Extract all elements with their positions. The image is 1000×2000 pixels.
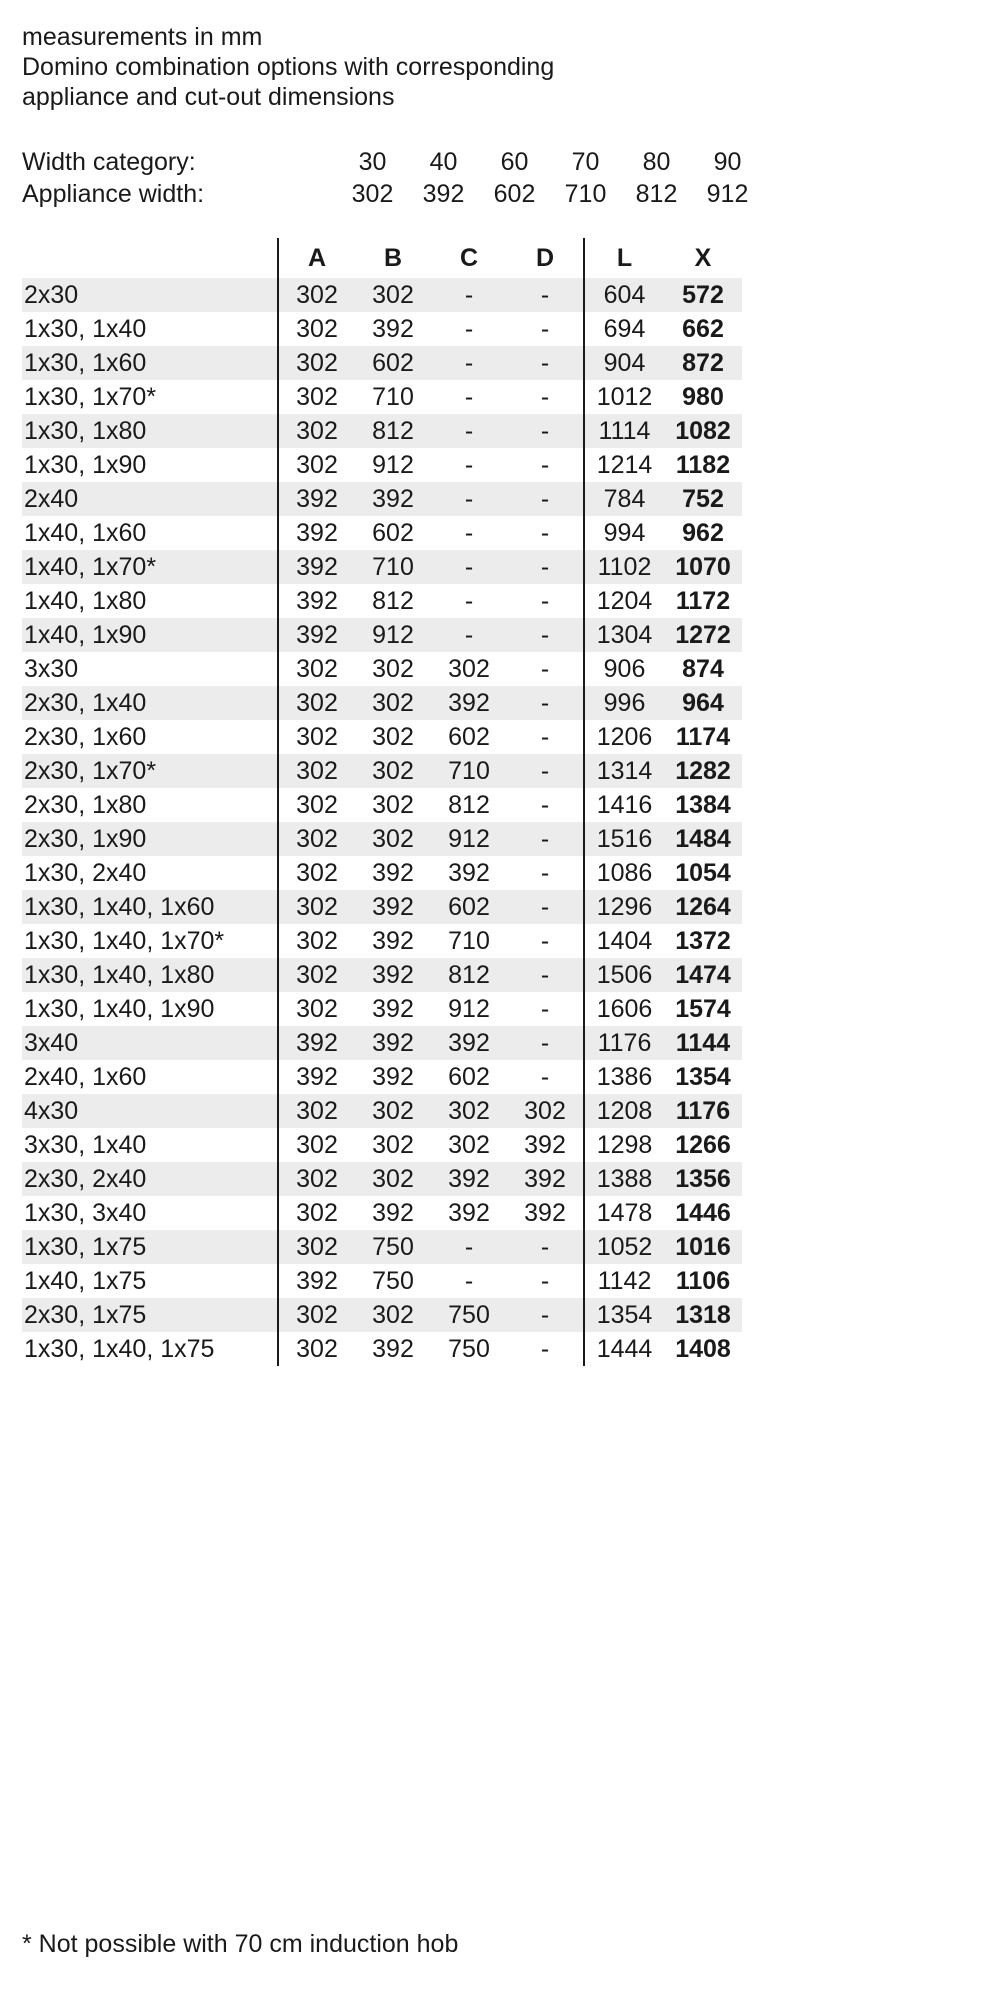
cell-c: 392: [448, 1029, 490, 1057]
cell-a: 302: [278, 788, 355, 822]
cell-b: 710: [372, 553, 414, 581]
cell-b: 392: [372, 485, 414, 513]
table-row: [22, 788, 742, 822]
table-row: [22, 1264, 742, 1298]
cell-x: 964: [682, 689, 724, 717]
cell-a: 302: [278, 822, 355, 856]
cell-x: 1172: [675, 587, 731, 615]
cell-d: -: [540, 961, 550, 989]
cell-x: 1318: [675, 1301, 731, 1329]
cell-c: 602: [448, 723, 490, 751]
cell-d: -: [540, 281, 550, 309]
appliance-width-value: 912: [706, 180, 749, 208]
cell-d: -: [540, 1233, 550, 1261]
column-header-d: D: [535, 244, 555, 272]
cell-x: 1264: [675, 893, 731, 921]
table-row: [22, 1332, 742, 1366]
cell-combination: 3x40: [24, 1029, 79, 1057]
cell-c: -: [464, 451, 474, 479]
cell-a: 302: [278, 720, 355, 754]
intro-line-3: appliance and cut-out dimensions: [22, 83, 395, 111]
cell-x: 1356: [675, 1165, 731, 1193]
cell-combination: 1x30, 1x40: [24, 315, 147, 343]
cell-x: 572: [682, 281, 724, 309]
cell-c: 710: [448, 927, 490, 955]
cell-l: 694: [584, 312, 664, 346]
cell-x: 980: [682, 383, 724, 411]
cell-combination: 1x30, 1x75: [24, 1233, 147, 1261]
appliance-width-value: 812: [635, 180, 678, 208]
cell-a: 302: [278, 1128, 355, 1162]
table-row: [22, 958, 742, 992]
cell-x: 752: [682, 485, 724, 513]
cell-x: 1408: [675, 1335, 731, 1363]
cell-combination: 1x30, 1x80: [24, 417, 147, 445]
table-row: [22, 686, 742, 720]
table-row: [22, 1128, 742, 1162]
cell-b: 602: [372, 349, 414, 377]
cell-combination: 1x40, 1x75: [24, 1267, 147, 1295]
cell-x: 1574: [675, 995, 731, 1023]
cell-l: 904: [584, 346, 664, 380]
cell-c: 812: [448, 961, 490, 989]
cell-d: -: [540, 1335, 550, 1363]
cell-x: 1182: [675, 451, 731, 479]
cell-l: 1052: [584, 1230, 664, 1264]
cell-b: 710: [372, 383, 414, 411]
cell-d: -: [540, 519, 550, 547]
cell-l: 1142: [584, 1264, 664, 1298]
column-header-a: A: [278, 238, 355, 278]
cell-b: 750: [372, 1233, 414, 1261]
table-row: [22, 1298, 742, 1332]
cell-b: 392: [372, 927, 414, 955]
cell-l: 1606: [584, 992, 664, 1026]
table-row: [22, 1196, 742, 1230]
cell-a: 392: [278, 618, 355, 652]
cell-b: 302: [372, 757, 414, 785]
cell-combination: 1x30, 1x40, 1x70*: [24, 927, 225, 955]
cell-c: 602: [448, 1063, 490, 1091]
cell-x: 1266: [675, 1131, 731, 1159]
cell-d: -: [540, 791, 550, 819]
intro-line-1: measurements in mm: [22, 23, 263, 51]
cell-l: 1416: [584, 788, 664, 822]
cell-b: 392: [372, 1029, 414, 1057]
cell-x: 1144: [675, 1029, 731, 1057]
cell-b: 302: [372, 689, 414, 717]
width-category-value: 60: [500, 148, 529, 176]
cell-c: 392: [448, 689, 490, 717]
table-row: [22, 1230, 742, 1264]
cell-d: -: [540, 995, 550, 1023]
cell-a: 302: [278, 1094, 355, 1128]
cell-c: 392: [448, 1199, 490, 1227]
cell-a: 302: [278, 312, 355, 346]
cell-b: 912: [372, 621, 414, 649]
column-header-l: L: [584, 238, 664, 278]
cell-x: 1372: [675, 927, 731, 955]
cell-c: -: [464, 485, 474, 513]
table-row: [22, 584, 742, 618]
cell-combination: 2x30, 1x75: [24, 1301, 147, 1329]
cell-l: 784: [584, 482, 664, 516]
cell-l: 996: [584, 686, 664, 720]
appliance-width-label: Appliance width:: [22, 180, 205, 208]
cell-d: -: [540, 825, 550, 853]
table-row: [22, 414, 742, 448]
table-row: [22, 822, 742, 856]
table-row: [22, 924, 742, 958]
cell-combination: 1x30, 1x40, 1x60: [24, 893, 215, 921]
cell-combination: 2x30: [24, 281, 79, 309]
cell-d: -: [540, 315, 550, 343]
cell-d: -: [540, 927, 550, 955]
cell-combination: 1x30, 1x60: [24, 349, 147, 377]
appliance-width-value: 602: [493, 180, 536, 208]
cell-a: 392: [278, 1060, 355, 1094]
cell-d: -: [540, 689, 550, 717]
cell-combination: 2x30, 1x60: [24, 723, 147, 751]
width-category-value: 40: [429, 148, 458, 176]
cell-d: -: [540, 1063, 550, 1091]
cell-d: -: [540, 621, 550, 649]
table-row: [22, 1162, 742, 1196]
cell-c: 602: [448, 893, 490, 921]
combination-dimensions-table: [22, 238, 742, 1366]
cell-x: 1176: [675, 1097, 731, 1125]
cell-x: 1484: [675, 825, 731, 853]
cell-combination: 3x30: [24, 655, 79, 683]
cell-a: 392: [278, 482, 355, 516]
cell-l: 1114: [584, 414, 664, 448]
cell-c: -: [464, 281, 474, 309]
cell-l: 1102: [584, 550, 664, 584]
cell-c: 812: [448, 791, 490, 819]
cell-c: 710: [448, 757, 490, 785]
cell-c: -: [464, 587, 474, 615]
cell-l: 1214: [584, 448, 664, 482]
cell-b: 302: [372, 1301, 414, 1329]
cell-a: 392: [278, 1264, 355, 1298]
table-row: [22, 754, 742, 788]
table-row: [22, 618, 742, 652]
cell-b: 302: [372, 281, 414, 309]
cell-x: 1282: [675, 757, 731, 785]
cell-combination: 2x30, 1x90: [24, 825, 147, 853]
cell-x: 1446: [675, 1199, 731, 1227]
table-row: [22, 448, 742, 482]
cell-b: 912: [372, 451, 414, 479]
width-category-label: Width category:: [22, 148, 196, 176]
cell-a: 302: [278, 992, 355, 1026]
cell-a: 302: [278, 414, 355, 448]
cell-combination: 2x30, 2x40: [24, 1165, 147, 1193]
table-row: [22, 1060, 742, 1094]
footnote: * Not possible with 70 cm induction hob: [22, 1930, 459, 1958]
cell-c: -: [464, 417, 474, 445]
cell-b: 392: [372, 961, 414, 989]
cell-a: 302: [278, 686, 355, 720]
cell-l: 1444: [584, 1332, 664, 1366]
cell-b: 302: [372, 1097, 414, 1125]
cell-d: -: [540, 655, 550, 683]
cell-l: 1296: [584, 890, 664, 924]
cell-l: 1176: [584, 1026, 664, 1060]
cell-l: 1012: [584, 380, 664, 414]
cell-c: 750: [448, 1335, 490, 1363]
column-header-x: X: [694, 244, 712, 272]
table-row: [22, 278, 742, 312]
table-row: [22, 380, 742, 414]
cell-l: 1354: [584, 1298, 664, 1332]
cell-x: 1106: [675, 1267, 731, 1295]
cell-x: 1070: [675, 553, 731, 581]
intro-line-2: Domino combination options with corresponding: [22, 53, 555, 81]
cell-combination: 1x30, 1x70*: [24, 383, 157, 411]
cell-b: 750: [372, 1267, 414, 1295]
cell-combination: 2x40: [24, 485, 79, 513]
cell-l: 1386: [584, 1060, 664, 1094]
cell-combination: 1x30, 1x40, 1x90: [24, 995, 215, 1023]
cell-c: 912: [448, 995, 490, 1023]
appliance-width-value: 302: [351, 180, 394, 208]
cell-d: -: [540, 553, 550, 581]
cell-l: 1304: [584, 618, 664, 652]
cell-combination: 1x40, 1x90: [24, 621, 147, 649]
table-row: [22, 346, 742, 380]
cell-combination: 2x40, 1x60: [24, 1063, 147, 1091]
cell-d: -: [540, 757, 550, 785]
cell-d: -: [540, 859, 550, 887]
table-row: [22, 482, 742, 516]
cell-d: -: [540, 1267, 550, 1295]
cell-x: 962: [682, 519, 724, 547]
cell-d: -: [540, 723, 550, 751]
cell-c: -: [464, 1233, 474, 1261]
cell-l: 906: [584, 652, 664, 686]
cell-a: 302: [278, 924, 355, 958]
cell-b: 302: [372, 1165, 414, 1193]
cell-c: -: [464, 315, 474, 343]
cell-x: 1016: [675, 1233, 731, 1261]
cell-combination: 1x40, 1x80: [24, 587, 147, 615]
table-row: [22, 856, 742, 890]
table-row: [22, 1094, 742, 1128]
table-row: [22, 720, 742, 754]
cell-x: 1384: [675, 791, 731, 819]
column-header-b: B: [383, 244, 403, 272]
appliance-width-value: 710: [564, 180, 607, 208]
cell-combination: 2x30, 1x80: [24, 791, 147, 819]
cell-d: -: [540, 451, 550, 479]
cell-b: 392: [372, 995, 414, 1023]
cell-b: 812: [372, 587, 414, 615]
cell-d: 392: [524, 1165, 566, 1193]
cell-c: 302: [448, 1097, 490, 1125]
cell-d: 302: [524, 1097, 566, 1125]
appliance-width-value: 392: [422, 180, 465, 208]
cell-combination: 3x30, 1x40: [24, 1131, 147, 1159]
cell-c: -: [464, 349, 474, 377]
cell-b: 302: [372, 1131, 414, 1159]
width-category-value: 30: [358, 148, 387, 176]
cell-b: 392: [372, 893, 414, 921]
cell-l: 994: [584, 516, 664, 550]
cell-l: 604: [584, 278, 664, 312]
cell-c: -: [464, 383, 474, 411]
cell-b: 392: [372, 315, 414, 343]
cell-a: 392: [278, 550, 355, 584]
cell-l: 1086: [584, 856, 664, 890]
width-category-row: [22, 146, 763, 178]
cell-d: 392: [524, 1199, 566, 1227]
cell-d: 392: [524, 1131, 566, 1159]
cell-c: 302: [448, 655, 490, 683]
cell-d: -: [540, 1029, 550, 1057]
cell-b: 392: [372, 1199, 414, 1227]
table-row: [22, 550, 742, 584]
cell-l: 1506: [584, 958, 664, 992]
table-header-row: [22, 238, 742, 278]
cell-combination: 1x30, 2x40: [24, 859, 147, 887]
cell-b: 602: [372, 519, 414, 547]
cell-l: 1298: [584, 1128, 664, 1162]
cell-l: 1404: [584, 924, 664, 958]
cell-a: 302: [278, 958, 355, 992]
cell-d: -: [540, 587, 550, 615]
cell-b: 302: [372, 825, 414, 853]
cell-a: 392: [278, 516, 355, 550]
cell-b: 392: [372, 859, 414, 887]
cell-c: -: [464, 553, 474, 581]
cell-combination: 2x30, 1x40: [24, 689, 147, 717]
width-category-value: 90: [713, 148, 742, 176]
table-row: [22, 516, 742, 550]
cell-c: -: [464, 519, 474, 547]
cell-x: 1174: [675, 723, 731, 751]
cell-x: 1054: [675, 859, 731, 887]
cell-b: 392: [372, 1335, 414, 1363]
cell-l: 1314: [584, 754, 664, 788]
cell-a: 302: [278, 652, 355, 686]
width-category-value: 80: [642, 148, 671, 176]
cell-combination: 1x40, 1x60: [24, 519, 147, 547]
cell-l: 1478: [584, 1196, 664, 1230]
table-row: [22, 992, 742, 1026]
cell-c: 912: [448, 825, 490, 853]
cell-b: 302: [372, 723, 414, 751]
cell-x: 1354: [675, 1063, 731, 1091]
column-header-c: C: [459, 244, 479, 272]
cell-a: 302: [278, 1162, 355, 1196]
cell-combination: 4x30: [24, 1097, 79, 1125]
table-row: [22, 890, 742, 924]
cell-a: 302: [278, 1298, 355, 1332]
cell-c: 750: [448, 1301, 490, 1329]
cell-d: -: [540, 485, 550, 513]
cell-c: -: [464, 621, 474, 649]
cell-d: -: [540, 349, 550, 377]
cell-l: 1388: [584, 1162, 664, 1196]
cell-a: 302: [278, 1230, 355, 1264]
width-category-value: 70: [571, 148, 600, 176]
cell-b: 392: [372, 1063, 414, 1091]
cell-c: -: [464, 1267, 474, 1295]
cell-a: 392: [278, 1026, 355, 1060]
cell-a: 392: [278, 584, 355, 618]
cell-combination: 1x30, 1x90: [24, 451, 147, 479]
cell-b: 302: [372, 791, 414, 819]
cell-c: 392: [448, 1165, 490, 1193]
cell-a: 302: [278, 754, 355, 788]
cell-a: 302: [278, 1196, 355, 1230]
appliance-width-row: [22, 178, 763, 210]
cell-a: 302: [278, 380, 355, 414]
cell-c: 392: [448, 859, 490, 887]
intro-text: [22, 22, 722, 112]
table-row: [22, 652, 742, 686]
column-header-combination: [22, 238, 278, 278]
cell-combination: 2x30, 1x70*: [24, 757, 157, 785]
cell-combination: 1x30, 3x40: [24, 1199, 147, 1227]
cell-d: -: [540, 893, 550, 921]
cell-combination: 1x30, 1x40, 1x75: [24, 1335, 215, 1363]
width-category-table: [22, 146, 1000, 210]
cell-l: 1204: [584, 584, 664, 618]
cell-a: 302: [278, 346, 355, 380]
cell-a: 302: [278, 890, 355, 924]
cell-x: 662: [682, 315, 724, 343]
cell-a: 302: [278, 856, 355, 890]
cell-l: 1208: [584, 1094, 664, 1128]
cell-d: -: [540, 383, 550, 411]
cell-a: 302: [278, 278, 355, 312]
cell-c: 302: [448, 1131, 490, 1159]
cell-d: -: [540, 417, 550, 445]
table-row: [22, 312, 742, 346]
cell-x: 1474: [675, 961, 731, 989]
cell-a: 302: [278, 1332, 355, 1366]
cell-combination: 1x40, 1x70*: [24, 553, 157, 581]
cell-l: 1516: [584, 822, 664, 856]
cell-b: 302: [372, 655, 414, 683]
table-row: [22, 1026, 742, 1060]
cell-l: 1206: [584, 720, 664, 754]
cell-x: 1272: [675, 621, 731, 649]
cell-combination: 1x30, 1x40, 1x80: [24, 961, 215, 989]
cell-b: 812: [372, 417, 414, 445]
cell-a: 302: [278, 448, 355, 482]
cell-d: -: [540, 1301, 550, 1329]
cell-x: 872: [682, 349, 724, 377]
cell-x: 874: [682, 655, 724, 683]
cell-x: 1082: [675, 417, 731, 445]
